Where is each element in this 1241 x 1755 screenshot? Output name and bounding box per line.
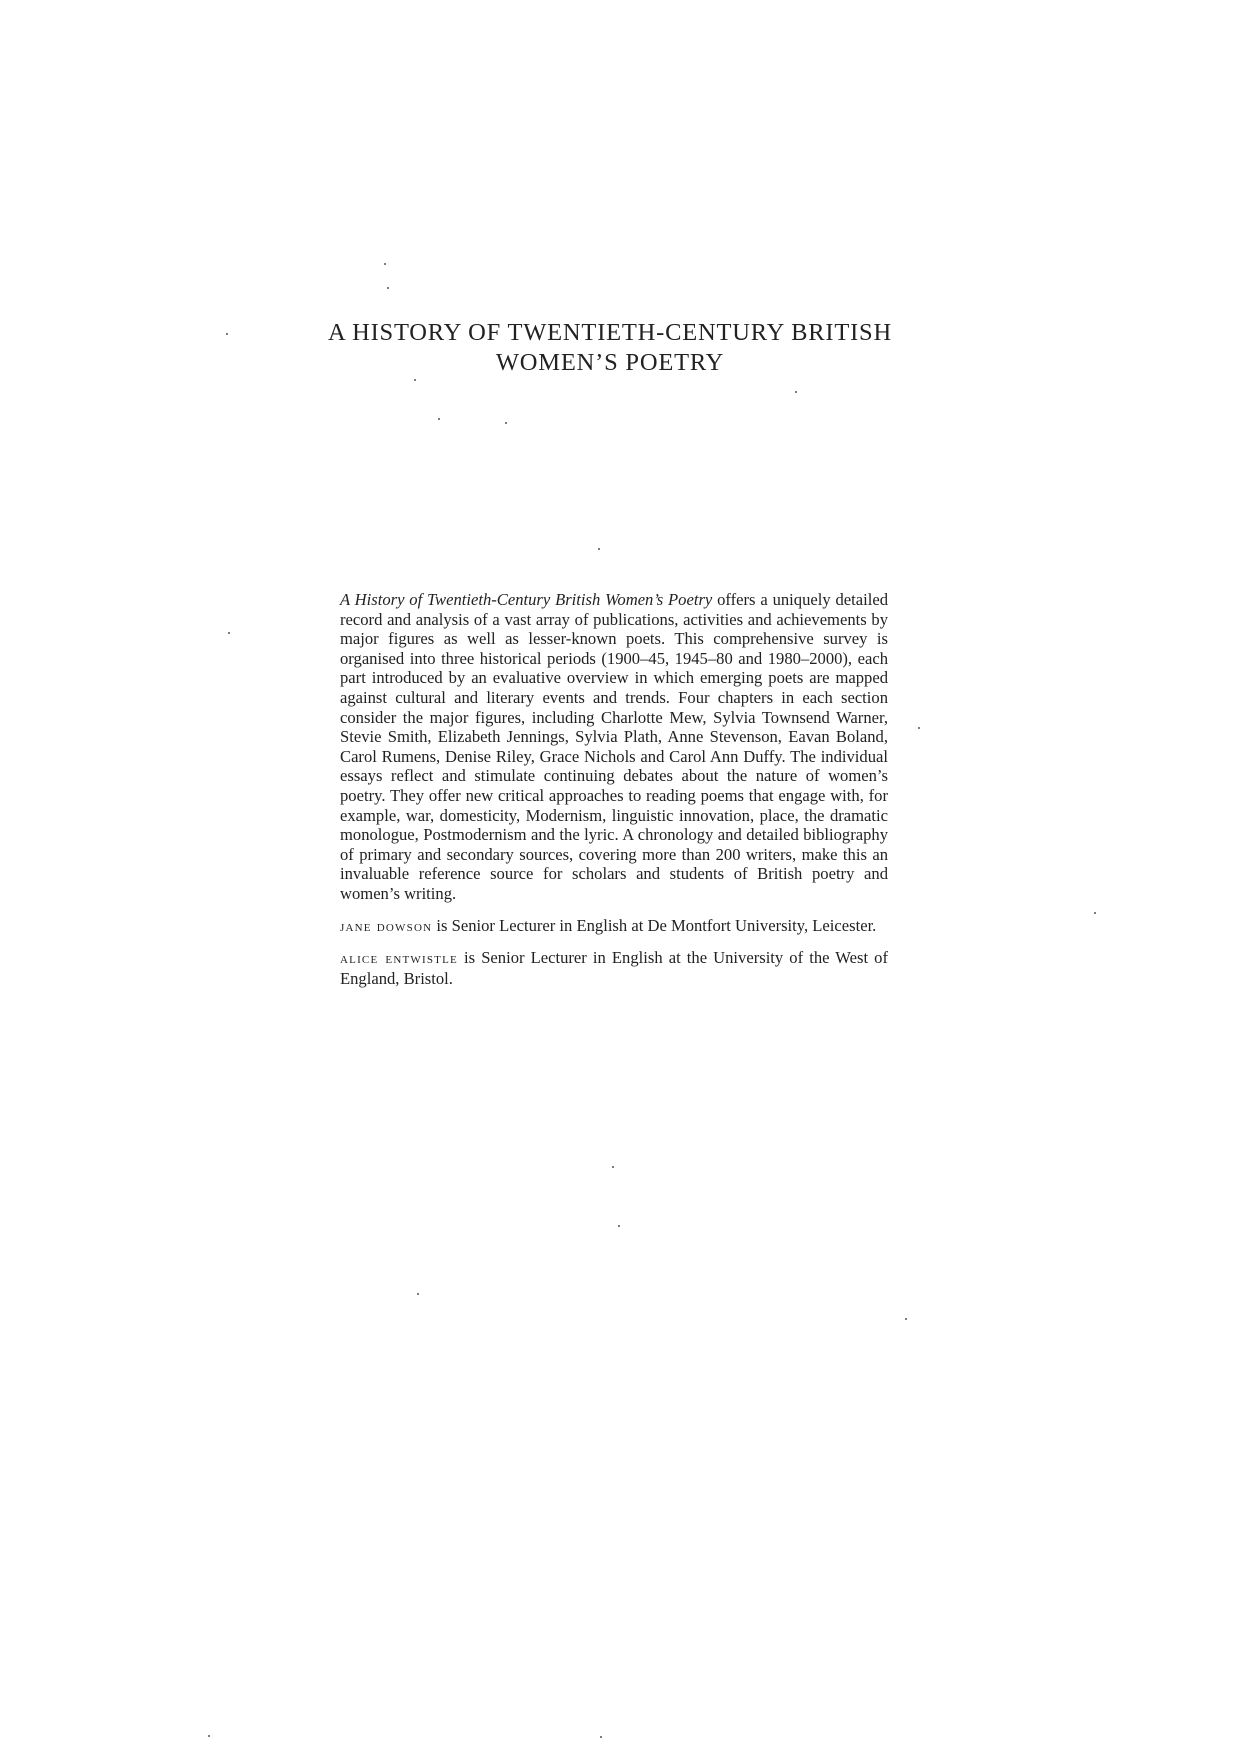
title-line-2: WOMEN’S POETRY <box>495 349 725 376</box>
scan-speck <box>612 1166 614 1168</box>
scan-speck <box>228 632 230 634</box>
scan-speck <box>618 1225 620 1227</box>
scan-speck <box>438 418 440 420</box>
scan-speck <box>1094 912 1096 914</box>
book-title-heading <box>260 318 960 378</box>
author-bio-1 <box>340 916 888 937</box>
scan-speck <box>414 379 416 381</box>
author-name-1: jane dowson <box>340 917 433 935</box>
title-line-1: A HISTORY OF TWENTIETH-CENTURY BRITISH <box>328 319 892 346</box>
scan-speck <box>905 1318 907 1320</box>
description-paragraph <box>340 590 888 904</box>
author-bio-text-1: is Senior Lecturer in English at De Montfort University, Leicester. <box>432 915 877 935</box>
scan-speck <box>918 727 920 729</box>
scan-speck <box>795 391 797 393</box>
scan-speck <box>384 263 386 265</box>
book-description <box>340 590 888 988</box>
scan-speck <box>505 422 507 424</box>
author-bio-text-2: is Senior Lecturer in English at the University of the West of England, Bristol. <box>340 948 888 988</box>
description-text: offers a uniquely detailed record and analysis of a vast array of publications, activities and achievements by major figures as well as lesser-known poets. This comprehensive survey is organised into three historical periods (1900–45, 1945–80 and 1980–2000), each part introduced by an evaluative overview in which emerging poets are mapped against cultural and literary events and trends. Four chapters in each section consider the major figures, including Charlotte Mew, Sylvia Townsend Warner, Stevie Smith, Elizabeth Jennings, Sylvia Plath, Anne Stevenson, Eavan Boland, Carol Rumens, Denise Riley, Grace Nichols and Carol Ann Duffy. The individual essays reflect and stimulate continuing debates about the nature of women’s poetry. They offer new critical approaches to reading poems that engage with, for example, war, domesticity, Modernism, linguistic innovation, place, the dramatic monologue, Postmodernism and the lyric. A chronology and detailed bibliography of primary and secondary sources, covering more than 200 writers, make this an invaluable reference source for scholars and students of British poetry and women’s writing. <box>340 590 888 903</box>
scan-speck <box>600 1736 602 1738</box>
scan-speck <box>387 287 389 289</box>
scan-speck <box>598 548 600 550</box>
scan-speck <box>226 333 228 335</box>
scan-speck <box>208 1735 210 1737</box>
scan-speck <box>417 1293 419 1295</box>
author-name-2: alice entwistle <box>340 950 458 968</box>
author-bio-2 <box>340 948 888 988</box>
book-title-italic: A History of Twentieth-Century British Women’s Poetry <box>340 590 713 609</box>
